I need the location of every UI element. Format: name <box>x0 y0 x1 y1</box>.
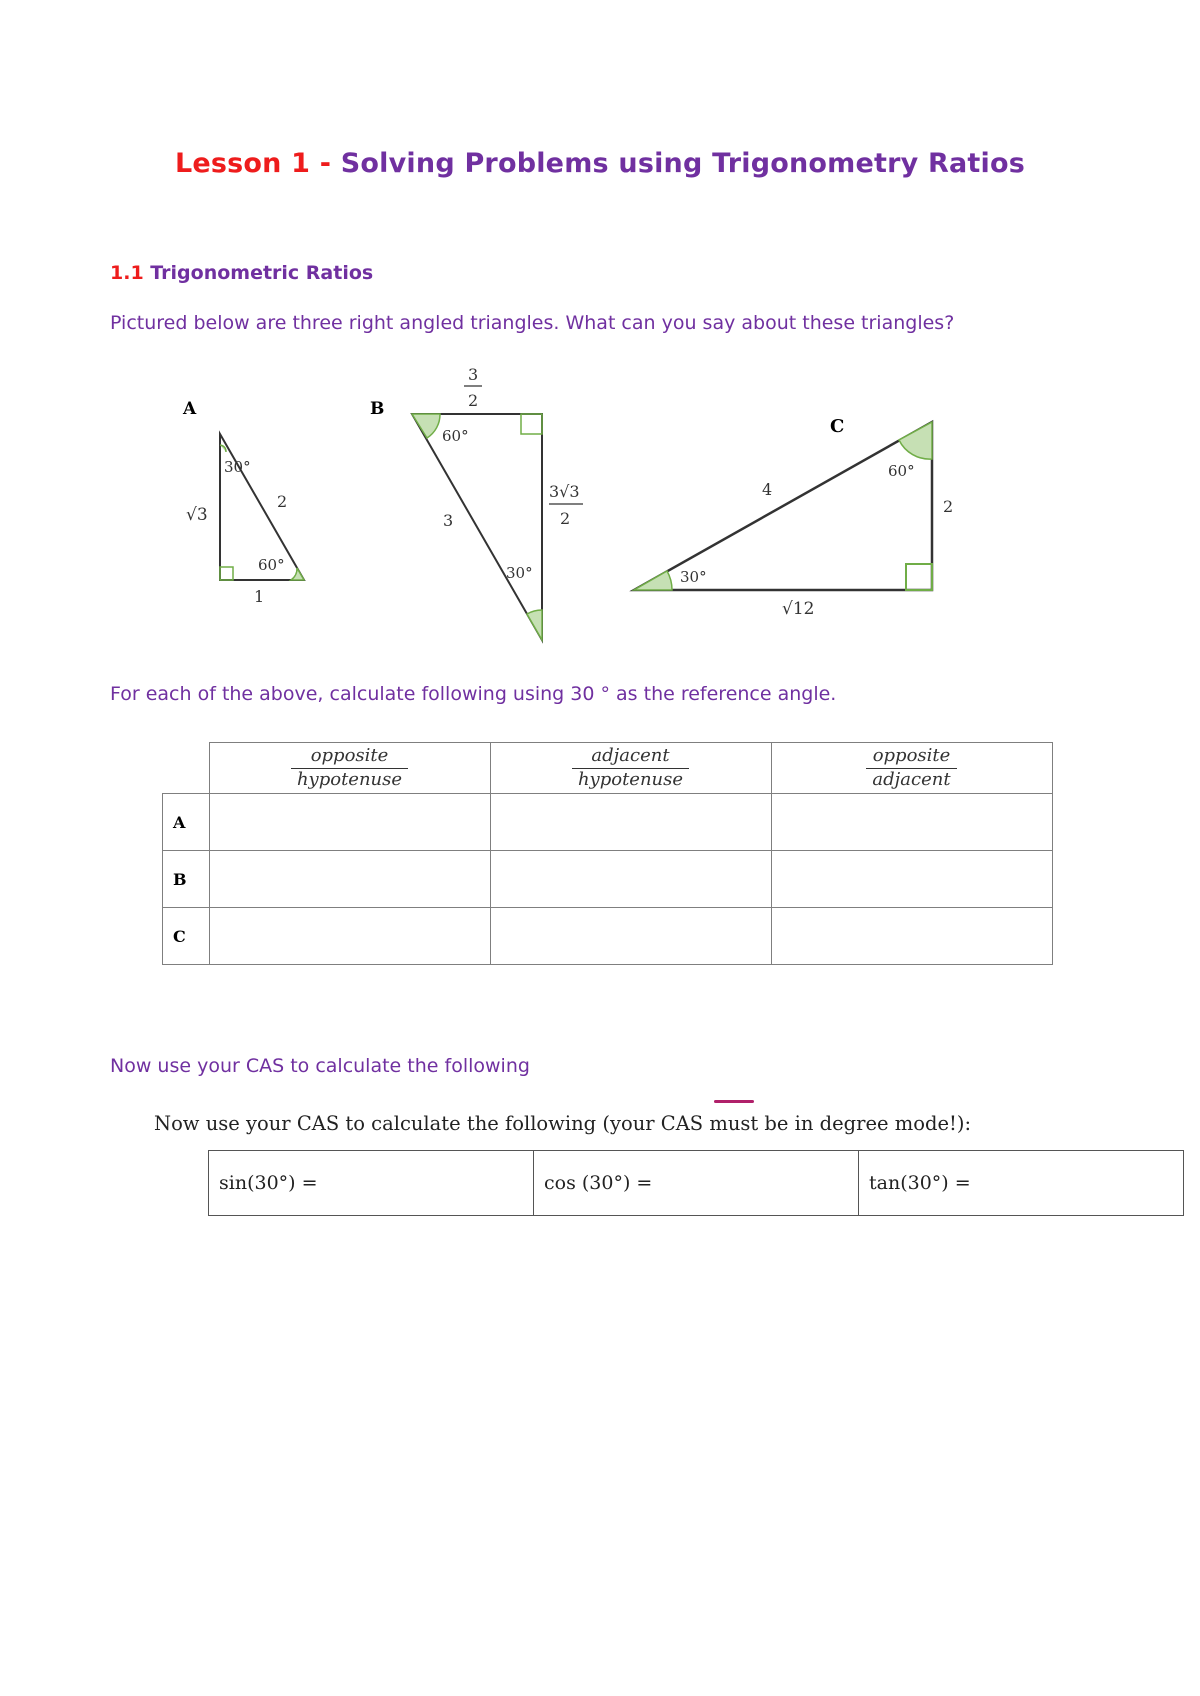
triangle-c-angle-top <box>899 422 932 459</box>
cas-cell-tan[interactable]: tan(30°) = <box>859 1151 1184 1216</box>
triangle-c-side-base: √12 <box>782 599 815 619</box>
triangle-c-right-angle <box>906 564 932 590</box>
triangle-c-shape <box>634 422 932 590</box>
triangle-b-angle-bottom-label: 30° <box>506 564 533 582</box>
header-3-numerator: opposite <box>866 745 956 769</box>
triangle-b-label: B <box>370 399 385 419</box>
triangle-c-angle-left-label: 30° <box>680 568 707 586</box>
triangle-b-side-right-den: 2 <box>560 509 571 528</box>
triangle-a-label: A <box>183 399 197 419</box>
row-label-a: A <box>163 794 210 851</box>
highlight-mark <box>714 1100 754 1103</box>
answer-cell-b-cos[interactable] <box>490 851 771 908</box>
section-title: Trigonometric Ratios <box>143 262 374 284</box>
lesson-number: Lesson 1 - <box>174 148 332 179</box>
triangle-b-shape <box>412 414 542 640</box>
triangle-a-side-base: 1 <box>254 587 265 606</box>
answer-cell-b-tan[interactable] <box>771 851 1052 908</box>
triangle-b-side-top-den: 2 <box>468 391 479 410</box>
cas-cell-sin[interactable]: sin(30°) = <box>209 1151 534 1216</box>
triangle-b-angle-left <box>412 414 440 438</box>
header-2-denominator: hypotenuse <box>577 768 684 790</box>
table-row <box>163 908 1053 965</box>
answer-cell-c-cos[interactable] <box>490 908 771 965</box>
triangle-c-angle-left <box>634 571 672 590</box>
triangle-c <box>634 416 953 619</box>
answer-cell-a-tan[interactable] <box>771 794 1052 851</box>
row-label-b: B <box>163 851 210 908</box>
triangle-b-side-hyp: 3 <box>443 511 454 530</box>
triangle-a-side-hyp: 2 <box>277 492 288 511</box>
triangle-a-side-left: √3 <box>186 505 208 525</box>
cas-instruction-text: Now use your CAS to calculate the following <box>110 1055 530 1077</box>
triangle-a <box>182 399 304 606</box>
triangle-a-right-angle <box>220 567 233 580</box>
cas-heading: Now use your CAS to calculate the following (your CAS must be in degree mode!): <box>154 1112 972 1135</box>
lesson-title: Solving Problems using Trigonometry Ratios <box>331 148 1026 179</box>
header-1-numerator: opposite <box>291 745 408 769</box>
answer-cell-c-tan[interactable] <box>771 908 1052 965</box>
answer-cell-b-sin[interactable] <box>209 851 490 908</box>
ratio-table-header-row <box>163 743 1053 794</box>
answer-cell-c-sin[interactable] <box>209 908 490 965</box>
header-2-numerator: adjacent <box>572 745 689 769</box>
triangle-c-label: C <box>830 416 845 437</box>
triangle-c-angle-top-label: 60° <box>888 462 915 480</box>
triangle-b-right-angle <box>521 414 542 434</box>
triangle-b-side-top-num: 3 <box>468 365 479 384</box>
cas-table <box>208 1150 1184 1216</box>
table-row <box>209 1151 1184 1216</box>
triangle-c-side-hyp: 4 <box>762 480 773 499</box>
triangle-b-angle-bottom <box>527 610 542 640</box>
header-cos-ratio <box>490 743 771 794</box>
cas-cell-cos[interactable]: cos (30°) = <box>534 1151 859 1216</box>
header-sin-ratio <box>209 743 490 794</box>
triangle-a-angle-bottom-label: 60° <box>258 556 285 574</box>
triangle-b-side-right-num: 3√3 <box>549 482 580 501</box>
section-number: 1.1 <box>110 262 144 284</box>
triangle-b <box>370 365 583 640</box>
header-tan-ratio <box>771 743 1052 794</box>
instruction-text: For each of the above, calculate following using 30 ° as the reference angle. <box>110 683 837 705</box>
triangle-a-angle-top-label: 30° <box>224 458 251 476</box>
triangles-figure <box>0 0 1200 680</box>
answer-cell-a-cos[interactable] <box>490 794 771 851</box>
ratio-table-corner <box>163 743 210 794</box>
header-3-denominator: adjacent <box>872 768 951 790</box>
intro-text: Pictured below are three right angled triangles. What can you say about these triangles? <box>110 312 955 334</box>
triangle-a-angle-bottom <box>291 568 304 580</box>
triangle-b-angle-left-label: 60° <box>442 427 469 445</box>
ratio-table <box>162 742 1053 965</box>
table-row <box>163 794 1053 851</box>
table-row <box>163 851 1053 908</box>
header-1-denominator: hypotenuse <box>296 768 403 790</box>
row-label-c: C <box>163 908 210 965</box>
answer-cell-a-sin[interactable] <box>209 794 490 851</box>
triangle-c-side-right: 2 <box>943 497 954 516</box>
